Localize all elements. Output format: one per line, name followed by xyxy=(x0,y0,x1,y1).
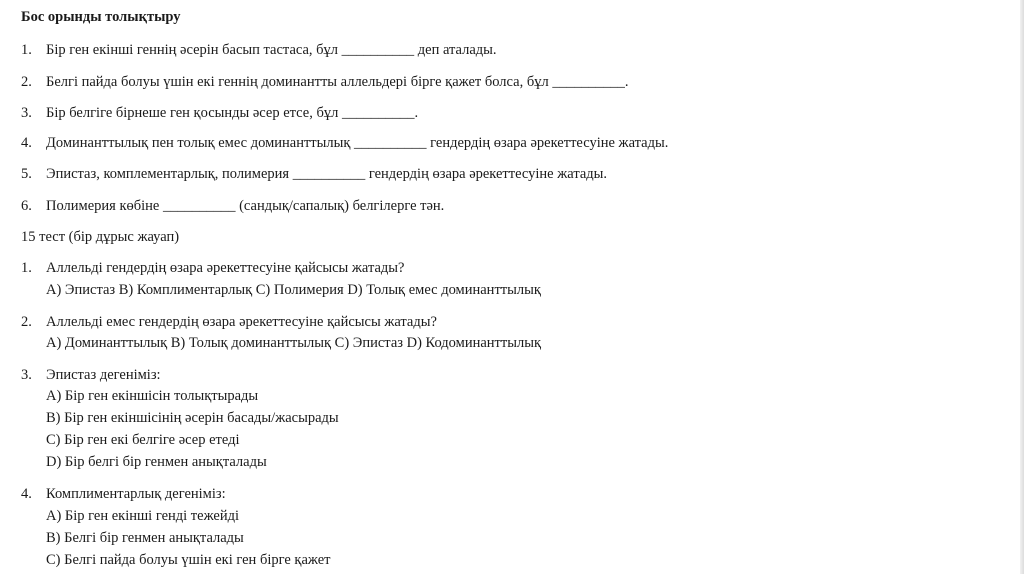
fill-item-text: Белгі пайда болуы үшін екі геннің доминантты аллельдері бірге қажет болса, бұл __________. xyxy=(46,74,629,90)
question-option: А) Эпистаз В) Комплиментарлық С) Полимерия D) Толық емес доминанттылық xyxy=(46,282,541,298)
question-option: С) Бір ген екі белгіге әсер етеді xyxy=(46,432,240,448)
question-text: Комплиментарлық дегеніміз: xyxy=(46,486,226,502)
question-number: 1. xyxy=(21,260,32,276)
fill-item-number: 4. xyxy=(21,135,32,151)
fill-item-number: 1. xyxy=(21,42,32,58)
fill-item-text: Бір ген екінші геннің әсерін басып тастаса, бұл __________ деп аталады. xyxy=(46,42,497,58)
question-option: А) Доминанттылық В) Толық доминанттылық С) Эпистаз D) Кодоминанттылық xyxy=(46,335,541,351)
question-text: Аллельді гендердің өзара әрекеттесуіне қайсысы жатады? xyxy=(46,260,405,276)
question-option: В) Белгі бір генмен анықталады xyxy=(46,530,244,546)
test-heading: 15 тест (бір дұрыс жауап) xyxy=(21,229,180,245)
question-number: 4. xyxy=(21,486,32,502)
fill-item-number: 6. xyxy=(21,198,32,214)
page-edge-shadow xyxy=(1020,0,1024,574)
question-number: 2. xyxy=(21,314,32,330)
question-option: D) Бір белгі бір генмен анықталады xyxy=(46,454,267,470)
fill-item-number: 5. xyxy=(21,166,32,182)
fill-item-text: Полимерия көбіне __________ (сандық/сапалық) белгілерге тән. xyxy=(46,198,445,214)
question-text: Аллельді емес гендердің өзара әрекеттесуіне қайсысы жатады? xyxy=(46,314,437,330)
fill-item-number: 3. xyxy=(21,105,32,121)
fill-item-text: Бір белгіге бірнеше ген қосынды әсер етсе, бұл __________. xyxy=(46,105,419,121)
question-number: 3. xyxy=(21,367,32,383)
fill-item-text: Эпистаз, комплементарлық, полимерия __________ гендердің өзара әрекеттесуіне жатады. xyxy=(46,166,608,182)
question-option: А) Бір ген екіншісін толықтырады xyxy=(46,388,259,404)
question-option: А) Бір ген екінші генді тежейді xyxy=(46,508,240,524)
fill-item-number: 2. xyxy=(21,74,32,90)
question-option: В) Бір ген екіншісінің әсерін басады/жасырады xyxy=(46,410,339,426)
question-option: С) Белгі пайда болуы үшін екі ген бірге қажет xyxy=(46,552,331,568)
question-text: Эпистаз дегеніміз: xyxy=(46,367,161,383)
fill-item-text: Доминанттылық пен толық емес доминанттылық __________ гендердің өзара әрекеттесуіне жатады. xyxy=(46,135,669,151)
section-title: Бос орынды толықтыру xyxy=(21,9,181,25)
